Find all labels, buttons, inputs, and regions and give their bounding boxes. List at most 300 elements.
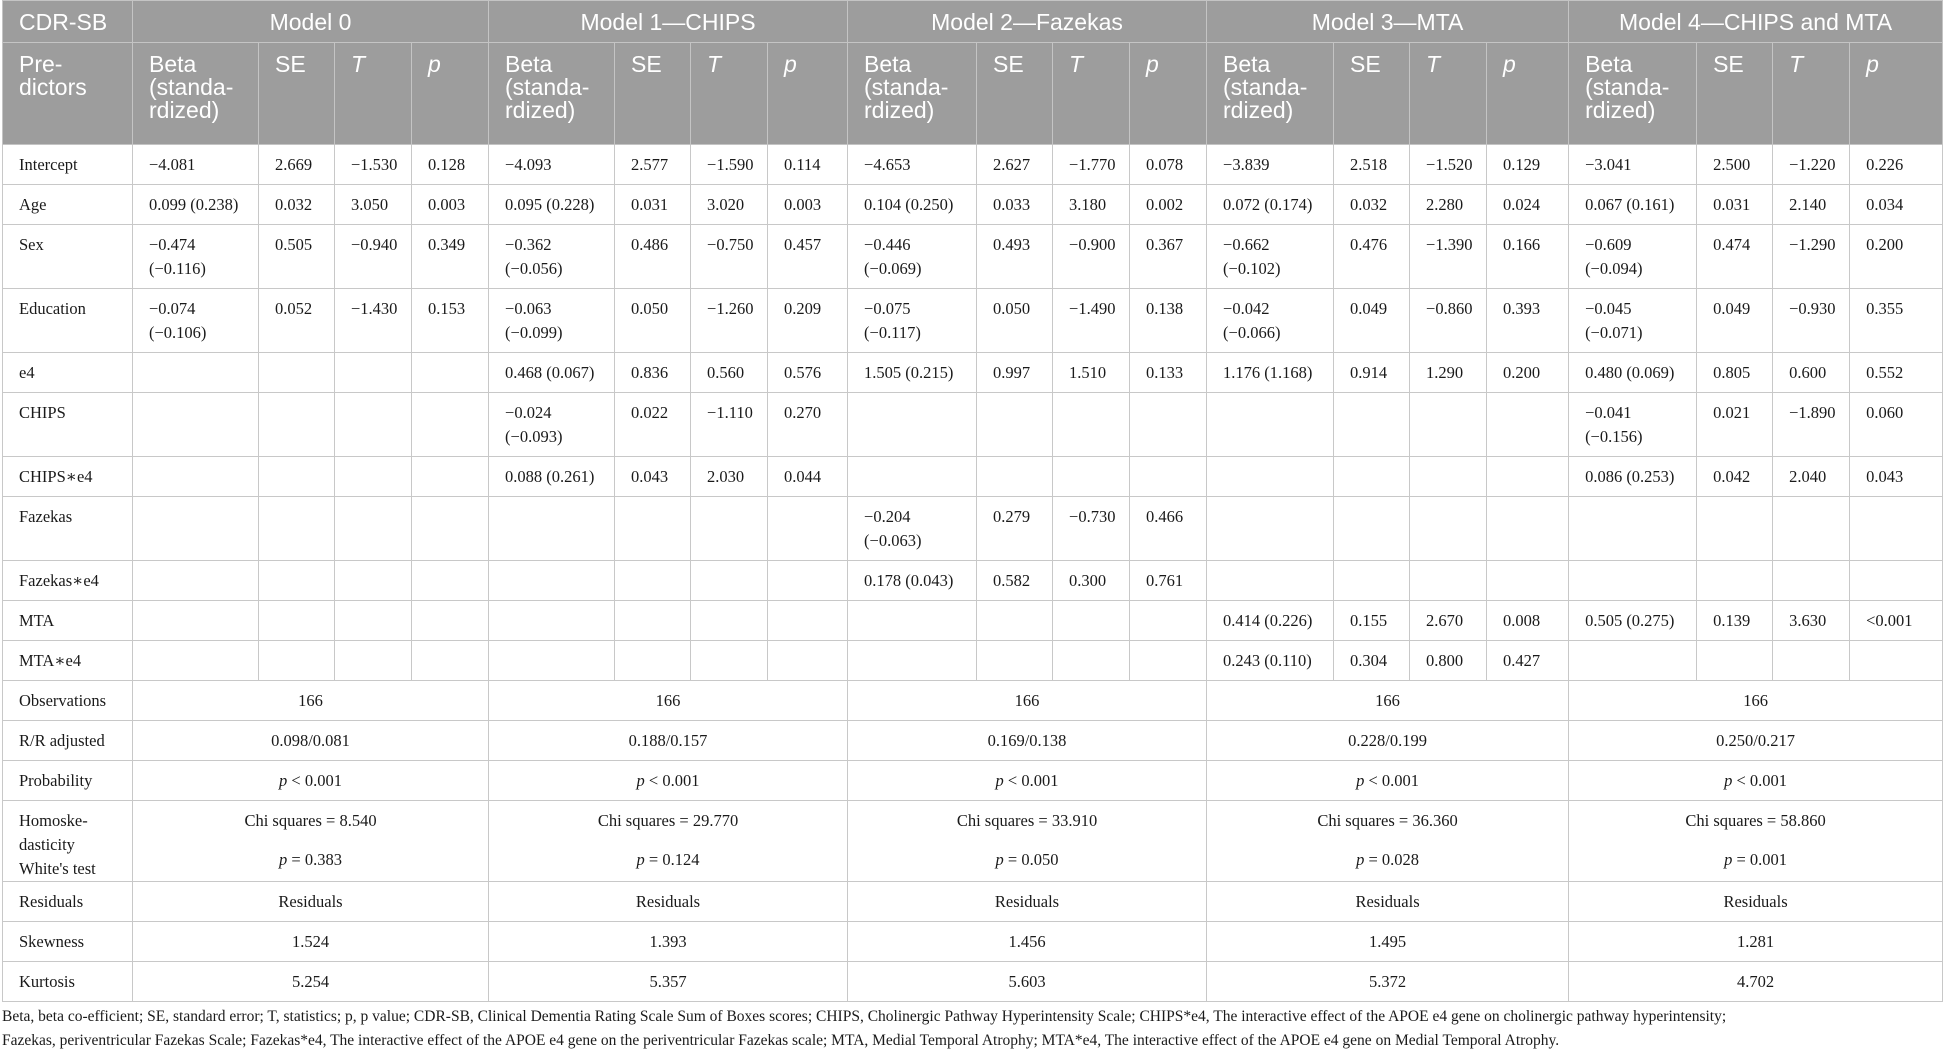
data-cell: 0.155: [1334, 601, 1410, 641]
data-cell: 0.270: [768, 393, 848, 457]
data-cell: 0.034: [1850, 185, 1943, 225]
white-p-value: = 0.383: [287, 849, 342, 869]
p-header: p: [768, 43, 848, 145]
summary-value: < 0.001: [287, 771, 342, 790]
data-cell: [133, 393, 259, 457]
data-cell: 0.153: [412, 289, 489, 353]
data-cell: −1.430: [335, 289, 412, 353]
p-header: p: [412, 43, 489, 145]
table-row: [3, 145, 1943, 185]
se-header: SE: [977, 43, 1053, 145]
data-cell: [691, 561, 768, 601]
data-cell: [1697, 641, 1773, 681]
p-header: p: [1487, 43, 1569, 145]
data-cell: 0.355: [1850, 289, 1943, 353]
data-cell: [691, 497, 768, 561]
data-cell: 3.050: [335, 185, 412, 225]
se-header: SE: [1334, 43, 1410, 145]
data-cell: [848, 457, 977, 497]
data-cell: 0.042: [1697, 457, 1773, 497]
data-cell: 0.914: [1334, 353, 1410, 393]
summary-value: < 0.001: [1003, 771, 1059, 790]
data-cell: [615, 641, 691, 681]
table-row: [3, 393, 1943, 457]
table-row: [3, 353, 1943, 393]
data-cell: 0.493: [977, 225, 1053, 289]
summary-row-white-p: [3, 842, 1943, 882]
data-cell: −0.662 (−0.102): [1207, 225, 1334, 289]
row-label: CHIPS∗e4: [3, 457, 133, 497]
data-cell: 0.008: [1487, 601, 1569, 641]
summary-cell: 0.098/0.081: [133, 721, 489, 761]
data-cell: 0.050: [615, 289, 691, 353]
data-cell: [489, 601, 615, 641]
data-cell: 2.670: [1410, 601, 1487, 641]
data-cell: 0.050: [977, 289, 1053, 353]
data-cell: 0.024: [1487, 185, 1569, 225]
data-cell: 0.031: [615, 185, 691, 225]
data-cell: [1130, 393, 1207, 457]
data-cell: [259, 561, 335, 601]
summary-value: < 0.001: [1364, 771, 1419, 790]
summary-cell: Residuals: [489, 882, 848, 922]
data-cell: 0.043: [1850, 457, 1943, 497]
data-cell: −0.075 (−0.117): [848, 289, 977, 353]
data-cell: 2.627: [977, 145, 1053, 185]
summary-cell: 166: [489, 681, 848, 721]
data-cell: [1697, 561, 1773, 601]
p-symbol: p: [1356, 849, 1365, 869]
p-symbol: p: [636, 771, 645, 790]
data-cell: 0.139: [1697, 601, 1773, 641]
data-cell: [259, 497, 335, 561]
row-label: Fazekas∗e4: [3, 561, 133, 601]
data-cell: [412, 561, 489, 601]
p-header: p: [1850, 43, 1943, 145]
data-cell: −1.770: [1053, 145, 1130, 185]
data-cell: 0.200: [1487, 353, 1569, 393]
row-label: Sex: [3, 225, 133, 289]
data-cell: 0.576: [768, 353, 848, 393]
corner-label: CDR-SB: [3, 1, 133, 43]
data-cell: [1487, 561, 1569, 601]
model-0-header: Model 0: [133, 1, 489, 43]
data-cell: [489, 561, 615, 601]
se-header: SE: [615, 43, 691, 145]
table-row: [3, 225, 1943, 289]
data-cell: [335, 457, 412, 497]
data-cell: 0.200: [1850, 225, 1943, 289]
beta-header: Beta (standa- rdized): [848, 43, 977, 145]
data-cell: 0.128: [412, 145, 489, 185]
data-cell: [1053, 641, 1130, 681]
summary-cell: 0.188/0.157: [489, 721, 848, 761]
summary-cell: [489, 761, 848, 801]
summary-row-probability: [3, 761, 1943, 801]
data-cell: [335, 601, 412, 641]
se-header: SE: [259, 43, 335, 145]
white-p-value: = 0.001: [1732, 849, 1788, 869]
data-cell: −1.260: [691, 289, 768, 353]
t-header: T: [335, 43, 412, 145]
data-cell: [412, 497, 489, 561]
data-cell: 0.480 (0.069): [1569, 353, 1697, 393]
data-cell: −0.940: [335, 225, 412, 289]
data-cell: 0.003: [412, 185, 489, 225]
data-cell: 0.243 (0.110): [1207, 641, 1334, 681]
data-cell: [1410, 457, 1487, 497]
summary-cell: 166: [133, 681, 489, 721]
data-cell: [335, 641, 412, 681]
summary-cell: 1.495: [1207, 922, 1569, 962]
summary-cell: Residuals: [1569, 882, 1943, 922]
data-cell: [489, 641, 615, 681]
data-cell: 2.518: [1334, 145, 1410, 185]
data-cell: 0.466: [1130, 497, 1207, 561]
t-header: T: [1773, 43, 1850, 145]
data-cell: 0.505: [259, 225, 335, 289]
data-cell: 0.552: [1850, 353, 1943, 393]
data-cell: [1053, 601, 1130, 641]
data-cell: 0.022: [615, 393, 691, 457]
data-cell: [848, 393, 977, 457]
data-cell: 0.003: [768, 185, 848, 225]
summary-cell: 1.393: [489, 922, 848, 962]
data-cell: [335, 393, 412, 457]
data-cell: −0.041 (−0.156): [1569, 393, 1697, 457]
data-cell: [768, 561, 848, 601]
data-cell: 0.021: [1697, 393, 1773, 457]
data-cell: 0.582: [977, 561, 1053, 601]
data-cell: [1334, 497, 1410, 561]
data-cell: [1569, 561, 1697, 601]
white-p-cell: [1569, 842, 1943, 882]
row-label: Probability: [3, 761, 133, 801]
white-p-value: = 0.028: [1364, 849, 1419, 869]
data-cell: 0.279: [977, 497, 1053, 561]
data-cell: 0.600: [1773, 353, 1850, 393]
data-cell: [1334, 393, 1410, 457]
p-symbol: p: [636, 849, 645, 869]
data-cell: 0.209: [768, 289, 848, 353]
summary-value: < 0.001: [644, 771, 700, 790]
data-cell: −0.474 (−0.116): [133, 225, 259, 289]
data-cell: 1.290: [1410, 353, 1487, 393]
data-cell: 0.486: [615, 225, 691, 289]
row-label: Education: [3, 289, 133, 353]
data-cell: 0.099 (0.238): [133, 185, 259, 225]
data-cell: 0.457: [768, 225, 848, 289]
data-cell: 0.178 (0.043): [848, 561, 977, 601]
data-cell: [133, 353, 259, 393]
data-cell: [259, 393, 335, 457]
white-p-cell: [133, 842, 489, 882]
data-cell: [1207, 457, 1334, 497]
data-cell: [977, 601, 1053, 641]
table-row: [3, 497, 1943, 561]
summary-cell: 0.169/0.138: [848, 721, 1207, 761]
data-cell: [335, 497, 412, 561]
data-cell: [1334, 561, 1410, 601]
data-cell: [1850, 561, 1943, 601]
data-cell: −0.446 (−0.069): [848, 225, 977, 289]
summary-cell: 5.372: [1207, 962, 1569, 1002]
p-symbol: p: [1724, 849, 1733, 869]
data-cell: 0.032: [1334, 185, 1410, 225]
data-cell: [848, 641, 977, 681]
data-cell: 3.180: [1053, 185, 1130, 225]
data-cell: [1697, 497, 1773, 561]
summary-cell: 1.524: [133, 922, 489, 962]
data-cell: 3.630: [1773, 601, 1850, 641]
p-header: p: [1130, 43, 1207, 145]
data-cell: [133, 641, 259, 681]
model-1-header: Model 1—CHIPS: [489, 1, 848, 43]
model-2-header: Model 2—Fazekas: [848, 1, 1207, 43]
data-cell: 0.367: [1130, 225, 1207, 289]
t-header: T: [1053, 43, 1130, 145]
data-cell: 0.836: [615, 353, 691, 393]
data-cell: 0.060: [1850, 393, 1943, 457]
summary-cell: 0.228/0.199: [1207, 721, 1569, 761]
t-header: T: [691, 43, 768, 145]
data-cell: −1.390: [1410, 225, 1487, 289]
data-cell: [691, 641, 768, 681]
data-cell: 2.140: [1773, 185, 1850, 225]
data-cell: 0.133: [1130, 353, 1207, 393]
data-cell: [1207, 497, 1334, 561]
data-cell: 0.468 (0.067): [489, 353, 615, 393]
data-cell: [1410, 393, 1487, 457]
data-cell: 0.129: [1487, 145, 1569, 185]
data-cell: [1773, 497, 1850, 561]
summary-value: < 0.001: [1732, 771, 1788, 790]
t-header: T: [1410, 43, 1487, 145]
row-label: Skewness: [3, 922, 133, 962]
data-cell: [412, 457, 489, 497]
data-cell: [133, 497, 259, 561]
data-cell: [1053, 393, 1130, 457]
data-cell: 0.044: [768, 457, 848, 497]
beta-header: Beta (standa- rdized): [1569, 43, 1697, 145]
data-cell: 0.505 (0.275): [1569, 601, 1697, 641]
data-cell: [615, 561, 691, 601]
data-cell: [615, 497, 691, 561]
row-label: Observations: [3, 681, 133, 721]
data-cell: 2.577: [615, 145, 691, 185]
data-cell: [768, 641, 848, 681]
summary-cell: Residuals: [133, 882, 489, 922]
summary-cell: [1207, 761, 1569, 801]
white-p-value: = 0.050: [1003, 849, 1059, 869]
table-row: [3, 457, 1943, 497]
row-label: R/R adjusted: [3, 721, 133, 761]
data-cell: −0.024 (−0.093): [489, 393, 615, 457]
data-cell: 0.088 (0.261): [489, 457, 615, 497]
data-cell: −1.490: [1053, 289, 1130, 353]
table-row: [3, 641, 1943, 681]
data-cell: [615, 601, 691, 641]
data-cell: [977, 457, 1053, 497]
p-symbol: p: [279, 771, 288, 790]
summary-cell: 166: [1207, 681, 1569, 721]
summary-row-observations: [3, 681, 1943, 721]
summary-cell: [1569, 761, 1943, 801]
data-cell: −0.042 (−0.066): [1207, 289, 1334, 353]
data-cell: [977, 393, 1053, 457]
model-3-header: Model 3—MTA: [1207, 1, 1569, 43]
data-cell: 0.560: [691, 353, 768, 393]
data-cell: −1.590: [691, 145, 768, 185]
data-cell: [1130, 641, 1207, 681]
data-cell: 0.095 (0.228): [489, 185, 615, 225]
data-cell: 2.030: [691, 457, 768, 497]
data-cell: [412, 393, 489, 457]
data-cell: [1410, 497, 1487, 561]
data-cell: −0.750: [691, 225, 768, 289]
summary-cell: 4.702: [1569, 962, 1943, 1002]
data-cell: −4.081: [133, 145, 259, 185]
data-cell: 0.761: [1130, 561, 1207, 601]
footnote: [2, 1005, 1942, 1053]
predictors-header: Pre- dictors: [3, 43, 133, 145]
data-cell: −0.204 (−0.063): [848, 497, 977, 561]
data-cell: [1569, 641, 1697, 681]
data-cell: [1130, 457, 1207, 497]
summary-cell: 1.281: [1569, 922, 1943, 962]
summary-row-r_adjusted: [3, 721, 1943, 761]
data-cell: [1207, 561, 1334, 601]
data-cell: 0.049: [1697, 289, 1773, 353]
data-cell: −4.093: [489, 145, 615, 185]
data-cell: −0.362 (−0.056): [489, 225, 615, 289]
data-cell: −3.041: [1569, 145, 1697, 185]
summary-cell: 1.456: [848, 922, 1207, 962]
data-cell: [133, 457, 259, 497]
data-cell: [1207, 393, 1334, 457]
summary-cell: 0.250/0.217: [1569, 721, 1943, 761]
data-cell: [335, 353, 412, 393]
data-cell: −0.930: [1773, 289, 1850, 353]
table-body: [3, 145, 1943, 1002]
data-cell: [412, 601, 489, 641]
data-cell: 3.020: [691, 185, 768, 225]
data-cell: −1.290: [1773, 225, 1850, 289]
beta-header: Beta (standa- rdized): [133, 43, 259, 145]
data-cell: −1.220: [1773, 145, 1850, 185]
data-cell: [259, 353, 335, 393]
data-cell: [489, 497, 615, 561]
data-cell: [133, 601, 259, 641]
row-label: MTA∗e4: [3, 641, 133, 681]
summary-cell: [848, 761, 1207, 801]
summary-cell: 166: [848, 681, 1207, 721]
data-cell: 0.166: [1487, 225, 1569, 289]
row-label: Residuals: [3, 882, 133, 922]
data-cell: −4.653: [848, 145, 977, 185]
table-row: [3, 185, 1943, 225]
data-cell: [768, 601, 848, 641]
data-cell: 0.072 (0.174): [1207, 185, 1334, 225]
data-cell: 0.002: [1130, 185, 1207, 225]
footnote-line-1: Beta, beta co-efficient; SE, standard error; T, statistics; p, p value; CDR-SB, Clinical Dementia Rating Scale Sum of Boxes scores; CHIPS, Cholinergic Pathway Hyperintensity Scale; CHIPS*e4, The interactive effect of the APOE e4 gene on cholinergic pathway hyperintensity;: [2, 1008, 1727, 1025]
data-cell: 0.427: [1487, 641, 1569, 681]
data-cell: 2.500: [1697, 145, 1773, 185]
white-p-value: = 0.124: [644, 849, 700, 869]
data-cell: [1053, 457, 1130, 497]
data-cell: −0.730: [1053, 497, 1130, 561]
data-cell: −1.110: [691, 393, 768, 457]
row-label: Intercept: [3, 145, 133, 185]
white-p-cell: [1207, 842, 1569, 882]
data-cell: [1569, 497, 1697, 561]
data-cell: 2.280: [1410, 185, 1487, 225]
data-cell: 0.067 (0.161): [1569, 185, 1697, 225]
summary-cell: [133, 761, 489, 801]
data-cell: 0.414 (0.226): [1207, 601, 1334, 641]
data-cell: [977, 641, 1053, 681]
data-cell: 0.393: [1487, 289, 1569, 353]
data-cell: [1130, 601, 1207, 641]
p-symbol: p: [279, 849, 288, 869]
data-cell: 0.032: [259, 185, 335, 225]
summary-row-kurtosis: [3, 962, 1943, 1002]
data-cell: 0.031: [1697, 185, 1773, 225]
data-cell: 0.078: [1130, 145, 1207, 185]
row-label: e4: [3, 353, 133, 393]
data-cell: <0.001: [1850, 601, 1943, 641]
data-cell: [1487, 457, 1569, 497]
chi-square-cell: Chi squares = 8.540: [133, 801, 489, 842]
data-cell: 0.476: [1334, 225, 1410, 289]
chi-square-cell: Chi squares = 36.360: [1207, 801, 1569, 842]
data-cell: [133, 561, 259, 601]
beta-header: Beta (standa- rdized): [489, 43, 615, 145]
row-label: Homoske- dasticity White's test: [3, 801, 133, 882]
chi-square-cell: Chi squares = 58.860: [1569, 801, 1943, 842]
data-cell: [768, 497, 848, 561]
data-cell: 0.114: [768, 145, 848, 185]
summary-row-skewness: [3, 922, 1943, 962]
p-symbol: p: [1356, 771, 1365, 790]
row-label: Fazekas: [3, 497, 133, 561]
data-cell: [1487, 393, 1569, 457]
data-cell: 2.040: [1773, 457, 1850, 497]
summary-row-homoskedasticity: [3, 801, 1943, 842]
data-cell: [1487, 497, 1569, 561]
data-cell: [1410, 561, 1487, 601]
data-cell: [1773, 641, 1850, 681]
footnote-line-2: Fazekas, periventricular Fazekas Scale; Fazekas*e4, The interactive effect of the APOE e4 gene on the periventricular Fazekas scale; MTA, Medial Temporal Atrophy; MTA*e4, The interactive effect of the APOE e4 gene on Medial Temporal Atrophy.: [2, 1032, 1560, 1049]
data-cell: −0.045 (−0.071): [1569, 289, 1697, 353]
data-cell: [259, 641, 335, 681]
data-cell: −0.900: [1053, 225, 1130, 289]
data-cell: −0.074 (−0.106): [133, 289, 259, 353]
data-cell: 0.138: [1130, 289, 1207, 353]
table-row: [3, 561, 1943, 601]
data-cell: 2.669: [259, 145, 335, 185]
summary-cell: 5.357: [489, 962, 848, 1002]
data-cell: 1.510: [1053, 353, 1130, 393]
row-label: Age: [3, 185, 133, 225]
data-cell: −3.839: [1207, 145, 1334, 185]
data-cell: 0.086 (0.253): [1569, 457, 1697, 497]
data-cell: 0.349: [412, 225, 489, 289]
summary-cell: 166: [1569, 681, 1943, 721]
data-cell: 1.505 (0.215): [848, 353, 977, 393]
data-cell: 0.052: [259, 289, 335, 353]
data-cell: 0.805: [1697, 353, 1773, 393]
